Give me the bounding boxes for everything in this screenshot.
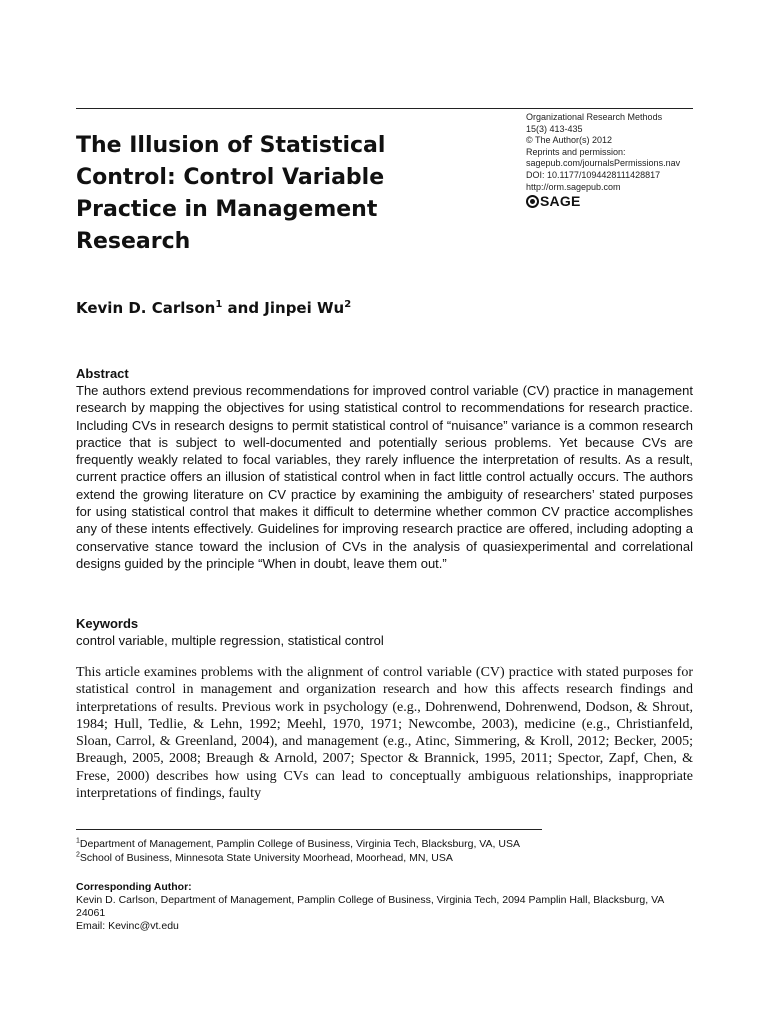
sage-logo-text: SAGE [540, 192, 581, 209]
affiliation-mark: 2 [344, 299, 352, 310]
journal-issue: 15(3) 413-435 [526, 123, 583, 134]
article-title: The Illusion of Statistical Control: Control Variable Practice in Management Research [76, 133, 386, 254]
abstract-text: The authors extend previous recommendations for improved control variable (CV) practice in management research by mapping the objectives for using statistical control to recommendations for research practice. Including CVs in research designs to permit statistical control of “nuisance” variance is a common research practice that is subject to well-documented and potentially serious problems. Yet because CVs are frequently weakly related to focal variables, they rarely influence the interpretation of results. As a result, current practice offers an illusion of statistical control when in fact little control actually occurs. The authors extend the growing literature on CV practice by examining the ambiguity of researchers’ stated purposes for using statistical control that makes it difficult to determine whether common CV practice accomplishes any of these intents effectively. Guidelines for improving research practice are offered, including adopting a conservative stance toward the inclusion of CVs in the analysis of quasiexperimental and correlational designs guided by the principle “When in doubt, leave them out.” [76, 383, 693, 571]
corresponding-email[interactable]: Email: Kevinc@vt.edu [76, 920, 179, 932]
doi[interactable]: DOI: 10.1177/1094428111428817 [526, 169, 661, 180]
footnote [76, 852, 693, 865]
affiliation-mark: 1 [215, 299, 223, 310]
reprints-label: Reprints and permission: [526, 146, 626, 157]
footnote-mark: 1 [76, 837, 80, 845]
journal-name: Organizational Research Methods [526, 112, 663, 122]
corresponding-author [76, 881, 693, 933]
author-line [76, 298, 351, 318]
body-paragraph: This article examines problems with the alignment of control variable (CV) practice with stated purposes for statistical control in management and organization research and how this affects research findings and interpretations of results. Previous work in psychology (e.g., Dohrenwend, Dohrenwend, Dodson, & Shrout, 1984; Hull, Tedlie, & Lehn, 1992; Meehl, 1970, 1971; Newcombe, 2003), medicine (e.g., Christianfeld, Sloan, Carrol, & Greenland, 2004), and management (e.g., Atinc, Simmering, & Kroll, 2012; Becker, 2005; Breaugh, 2005, 2008; Breaugh & Arnold, 2007; Spector & Brannick, 1995, 2011; Spector, Zapf, Chen, & Frese, 2000) describes how using CVs can lead to conceptually ambiguous relationships, inappropriate interpretations of findings, faulty [76, 665, 693, 802]
keywords-text: control variable, multiple regression, statistical control [76, 633, 384, 648]
footnote-text: Department of Management, Pamplin College of Business, Virginia Tech, Blacksburg, VA, USA [79, 838, 520, 850]
journal-url[interactable]: http://orm.sagepub.com [526, 181, 621, 192]
sage-logo-icon [526, 195, 539, 208]
header-rule [76, 108, 693, 109]
footnote-mark: 2 [76, 851, 80, 859]
keywords-heading: Keywords [76, 616, 139, 631]
sage-logo [526, 192, 726, 209]
corresponding-label: Corresponding Author: [76, 881, 192, 893]
journal-meta [526, 112, 726, 208]
footnote [76, 838, 693, 851]
author-name: Kevin D. Carlson [76, 299, 216, 317]
corresponding-address: Kevin D. Carlson, Department of Management, Pamplin College of Business, Virginia Tech, 2094 Pamplin Hall, Blacksburg, VA 24061 [76, 894, 664, 919]
author-connector: and [227, 299, 260, 317]
permissions-link[interactable]: sagepub.com/journalsPermissions.nav [526, 158, 681, 169]
author-name: Jinpei Wu [264, 299, 345, 317]
footnote-text: School of Business, Minnesota State University Moorhead, Moorhead, MN, USA [79, 852, 453, 864]
footnote-rule [76, 829, 542, 830]
copyright: © The Author(s) 2012 [526, 135, 613, 146]
abstract-heading: Abstract [76, 366, 129, 381]
